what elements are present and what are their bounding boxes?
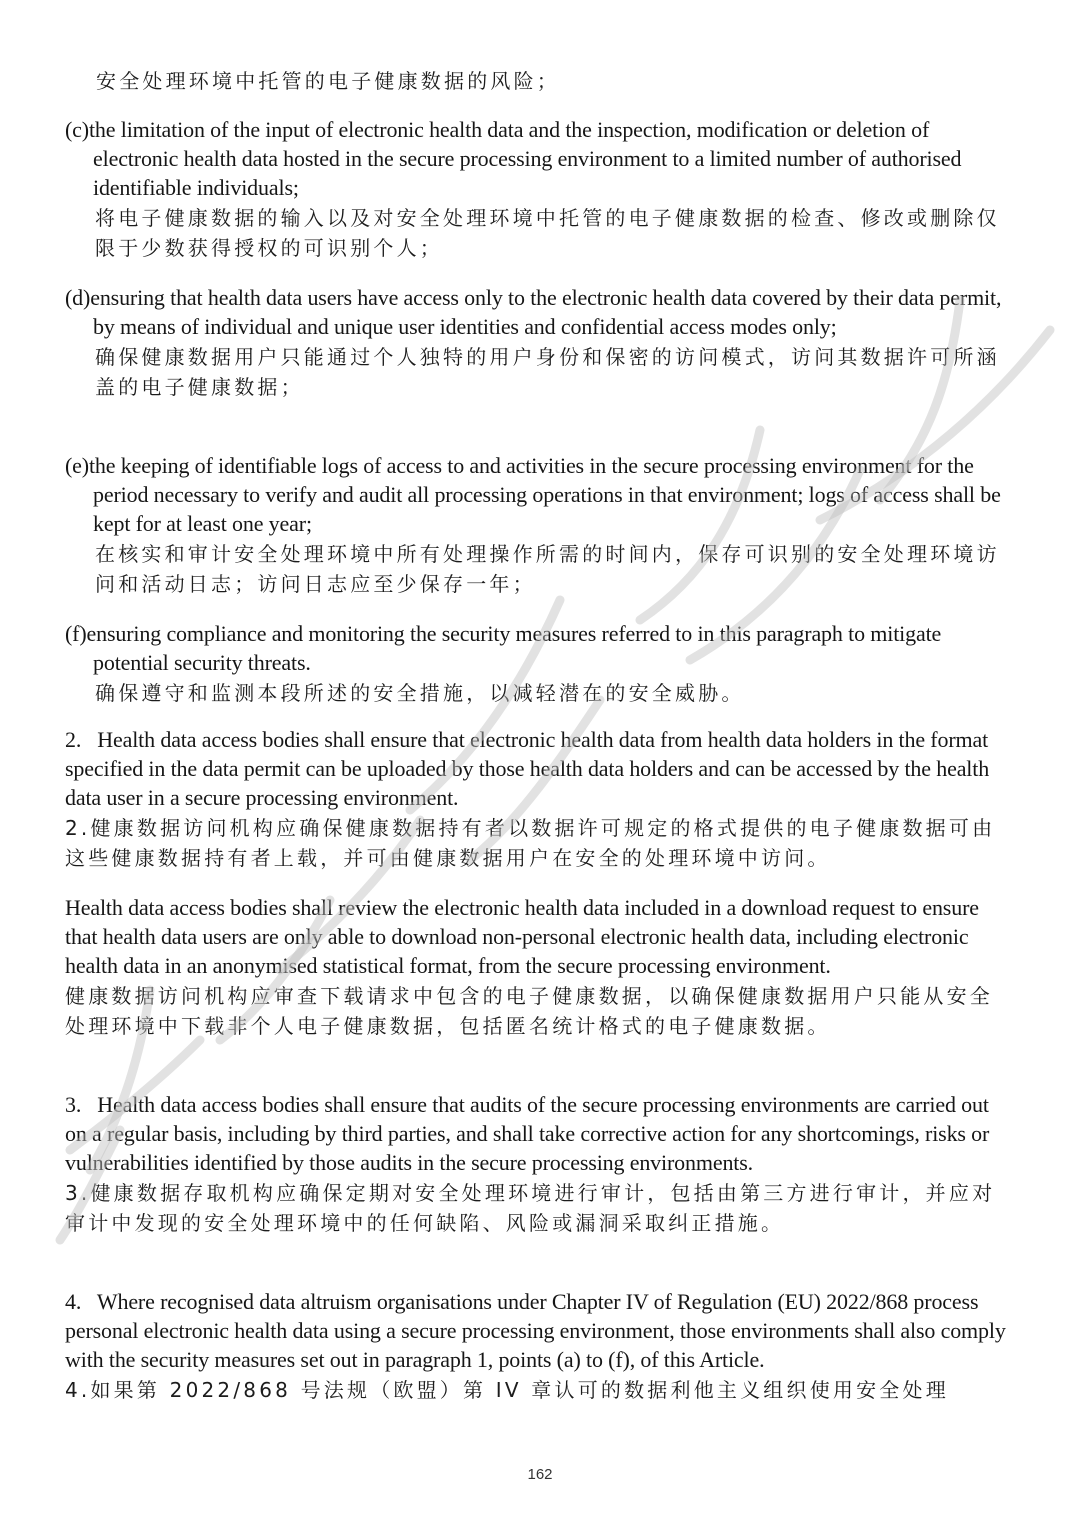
paragraph-2-sub-zh: 健康数据访问机构应审查下载请求中包含的电子健康数据，以确保健康数据用户只能从安全处理环境中下载非个人电子健康数据，包括匿名统计格式的电子健康数据。	[65, 984, 993, 1038]
paragraph-4-en: 4. Where recognised data altruism organisations under Chapter IV of Regulation (EU) 2022/868 process personal electronic health data using a secure processing environment, those environments shall also comply with the security measures set out in paragraph 1, points (a) to (f), of this Article.	[65, 1289, 1012, 1372]
paragraph-4-zh: 4.如果第 2022/868 号法规（欧盟）第 IV 章认可的数据利他主义组织使用安全处理	[65, 1378, 949, 1402]
paragraph-2-sub-en: Health data access bodies shall review the electronic health data included in a download request to ensure that health data users are only able to download non-personal electronic health data, including electronic health data in an anonymised statistical format, from the secure processing environment.	[65, 895, 979, 978]
list-item-c	[65, 115, 1015, 263]
item-e-zh: 在核实和审计安全处理环境中所有处理操作所需的时间内，保存可识别的安全处理环境访问和活动日志；访问日志应至少保存一年；	[95, 542, 1000, 596]
paragraph-2	[65, 725, 1013, 873]
paragraph-2-zh: 2.健康数据访问机构应确保健康数据持有者以数据许可规定的格式提供的电子健康数据可由这些健康数据持有者上载，并可由健康数据用户在安全的处理环境中访问。	[65, 816, 996, 870]
paragraph-3-zh: 3.健康数据存取机构应确保定期对安全处理环境进行审计，包括由第三方进行审计，并应对审计中发现的安全处理环境中的任何缺陷、风险或漏洞采取纠正措施。	[65, 1181, 996, 1235]
item-c-zh: 将电子健康数据的输入以及对安全处理环境中托管的电子健康数据的检查、修改或删除仅限于少数获得授权的可识别个人；	[95, 206, 1000, 260]
item-d-zh: 确保健康数据用户只能通过个人独特的用户身份和保密的访问模式，访问其数据许可所涵盖的电子健康数据；	[95, 345, 1000, 399]
item-f-zh: 确保遵守和监测本段所述的安全措施，以减轻潜在的安全威胁。	[95, 681, 745, 705]
paragraph-4	[65, 1287, 1013, 1405]
page-number: 162	[527, 1466, 553, 1483]
list-item-e	[65, 451, 1015, 599]
item-c-en: (c)the limitation of the input of electronic health data and the inspection, modification or deletion of electronic health data hosted in the secure processing environment to a limited number of authorised identifiable individuals;	[65, 117, 962, 200]
paragraph-3-en: 3. Health data access bodies shall ensure that audits of the secure processing environments are carried out on a regular basis, including by third parties, and shall take corrective action for any shortcomings, risks or vulnerabilities identified by those audits in the secure processing environments.	[65, 1092, 995, 1175]
paragraph-2-sub	[65, 893, 1013, 1041]
paragraph-2-en: 2. Health data access bodies shall ensure that electronic health data from health data holders in the format specified in the data permit can be uploaded by those health data holders and can be accessed by the health data user in a secure processing environment.	[65, 727, 995, 810]
lead-zh: 安全处理环境中托管的电子健康数据的风险；	[96, 69, 560, 93]
list-item-f	[65, 619, 1015, 708]
item-f-en: (f)ensuring compliance and monitoring the security measures referred to in this paragraph to mitigate potential security threats.	[65, 621, 942, 675]
paragraph-3	[65, 1090, 1013, 1238]
item-d-en: (d)ensuring that health data users have access only to the electronic health data covered by their data permit, by means of individual and unique user identities and confidential access modes only;	[65, 285, 1002, 339]
list-item-d	[65, 283, 1015, 402]
item-e-en: (e)the keeping of identifiable logs of access to and activities in the secure processing environment for the period necessary to verify and audit all processing operations in that environment; logs of access shall be kept for at least one year;	[65, 453, 1001, 536]
